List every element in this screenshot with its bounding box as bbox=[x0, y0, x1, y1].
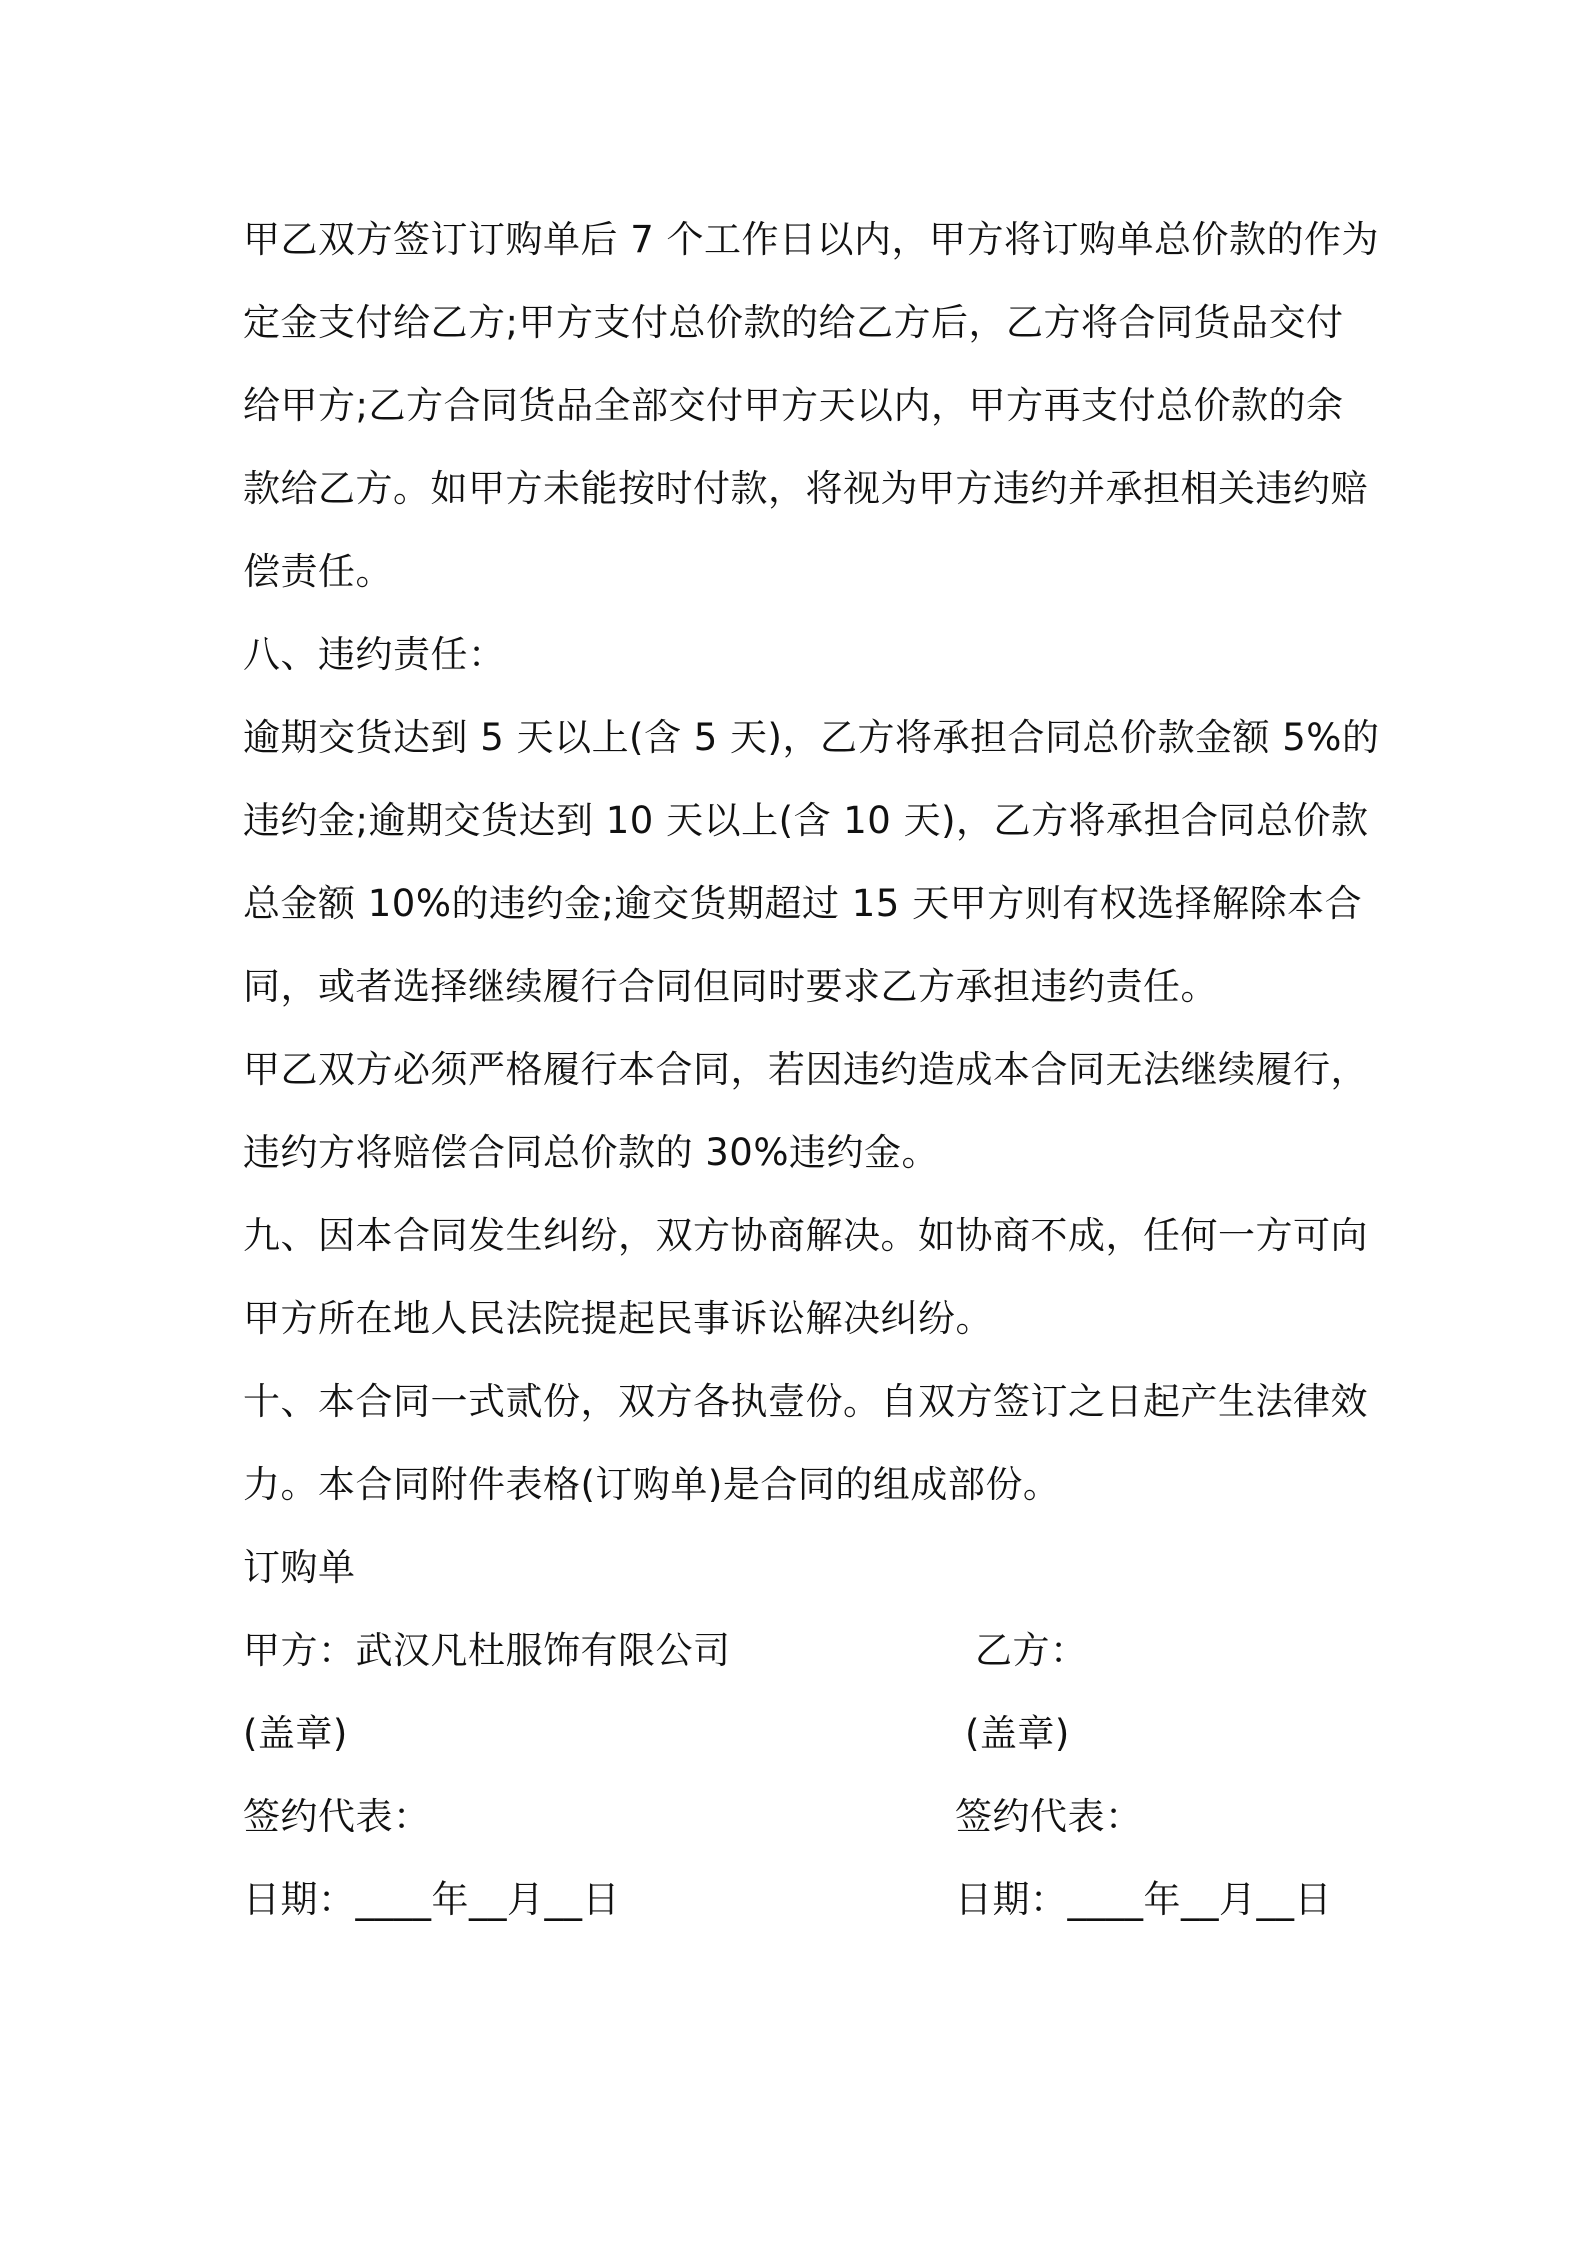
party-b-representative: 签约代表： bbox=[955, 1795, 1143, 1838]
section-heading-breach: 八、违约责任： bbox=[243, 633, 506, 676]
party-b-seal: (盖章) bbox=[965, 1712, 1070, 1755]
party-a-seal: (盖章) bbox=[243, 1712, 348, 1755]
paragraph-line: 定金支付给乙方;甲方支付总价款的给乙方后，乙方将合同货品交付 bbox=[243, 301, 1344, 344]
paragraph-line: 逾期交货达到 5 天以上(含 5 天)，乙方将承担合同总价款金额 5%的 bbox=[243, 716, 1380, 759]
paragraph-line: 甲乙双方必须严格履行本合同，若因违约造成本合同无法继续履行， bbox=[243, 1048, 1368, 1091]
paragraph-line: 甲方所在地人民法院提起民事诉讼解决纠纷。 bbox=[243, 1297, 993, 1340]
order-form-title: 订购单 bbox=[243, 1546, 356, 1589]
paragraph-line: 违约方将赔偿合同总价款的 30%违约金。 bbox=[243, 1131, 939, 1174]
section-copies: 十、本合同一式贰份，双方各执壹份。自双方签订之日起产生法律效 bbox=[243, 1380, 1368, 1423]
section-dispute: 九、因本合同发生纠纷，双方协商解决。如协商不成，任何一方可向 bbox=[243, 1214, 1368, 1257]
party-a-representative: 签约代表： bbox=[243, 1795, 431, 1838]
party-b-label: 乙方： bbox=[975, 1629, 1088, 1672]
party-a-date: 日期：____年__月__日 bbox=[243, 1878, 620, 1921]
party-b-date: 日期：____年__月__日 bbox=[955, 1878, 1332, 1921]
contract-body bbox=[243, 198, 1380, 1609]
paragraph-line: 总金额 10%的违约金;逾交货期超过 15 天甲方则有权选择解除本合 bbox=[243, 882, 1363, 925]
paragraph-line: 违约金;逾期交货达到 10 天以上(含 10 天)，乙方将承担合同总价款 bbox=[243, 799, 1369, 842]
paragraph-line: 给甲方;乙方合同货品全部交付甲方天以内，甲方再支付总价款的余 bbox=[243, 384, 1344, 427]
paragraph-line: 甲乙双方签订订购单后 7 个工作日以内，甲方将订购单总价款的作为 bbox=[243, 218, 1380, 261]
party-a-label: 甲方：武汉凡杜服饰有限公司 bbox=[243, 1629, 731, 1672]
paragraph-line: 偿责任。 bbox=[243, 550, 393, 593]
paragraph-line: 力。本合同附件表格(订购单)是合同的组成部份。 bbox=[243, 1463, 1061, 1506]
paragraph-line: 款给乙方。如甲方未能按时付款，将视为甲方违约并承担相关违约赔 bbox=[243, 467, 1368, 510]
paragraph-line: 同，或者选择继续履行合同但同时要求乙方承担违约责任。 bbox=[243, 965, 1218, 1008]
